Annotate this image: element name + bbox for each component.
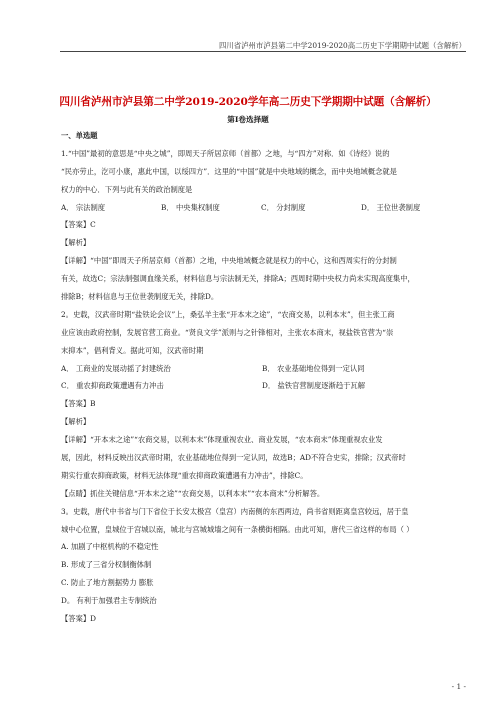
document-body [61,127,469,628]
document-title: 四川省泸州市泸县第二中学2019-2020学年高二历史下学期期中试题（含解析） [59,96,437,108]
q2-answer: 【答案】B [61,399,96,409]
q2-detail-line: 【详解】“开本末之途”“农商交易，以利本末”体现重视农业、商业发展，“农本商末”体现重视农业发 [61,435,383,445]
q2-detail-line: 展，因此，材料反映出汉武帝时期，农业基础地位得到一定认同，故选B；AD不符合史实，排除；汉武帝时 [61,453,406,463]
q1-stem-line: 1.“中国”最初的意思是“中央之城”，即周天子所居京师（首都）之地，与“四方”对称．如《诗经》说的 [61,148,390,158]
running-header: 四川省泸州市泸县第二中学2019-2020高二历史下学期期中试题（含解析） [218,41,466,50]
q2-options-row [61,360,469,378]
q2-stem-line: 末抑本”，倡利背义。据此可知，汉武帝时期 [61,345,204,355]
page-number: - 1 - [451,682,466,691]
q1-option-c: C． 分封制度 [261,202,306,212]
q3-answer: 【答案】D [61,614,97,624]
q1-detail-line: 有关，故选C；宗法制强调血缘关系，材料信息与宗法制无关，排除A；西周时期中央权力尚未实现高度集中， [61,274,415,284]
volume-title: 第Ⅰ卷选择题 [227,115,269,124]
q2-option-a: A． 工商业的发展动摇了封建统治 [61,363,171,373]
q1-detail-line: 排除B；材料信息与王位世袭制度无关，排除D。 [61,292,219,302]
q1-answer: 【答案】C [61,220,96,230]
q1-option-d: D． 王位世袭制度 [361,202,421,212]
q1-detail-line: 【详解】“中国”即周天子所居京师（首都）之地，中央地域概念就是权力的中心，这和西周实行的分封制 [61,256,397,266]
q3-option-a: A. 加剧了中枢机构的不稳定性 [61,542,159,552]
header-rule [60,51,466,52]
section-heading: 一、单选题 [61,131,98,140]
q2-option-d: D． 盐铁官营制度逐渐趋于瓦解 [262,381,366,391]
q1-stem-line: 权力的中心．下列与此有关的政治制度是 [61,184,193,194]
q1-analysis-label: 【解析】 [61,238,91,248]
q1-option-b: B． 中央集权制度 [161,202,220,212]
q3-option-b: B. 形成了三省分权制衡体制 [61,560,152,570]
q2-option-c: C． 重农抑商政策遭遇有力冲击 [61,381,164,391]
q1-stem-line: “民亦劳止，汔可小康，惠此中国，以绥四方”．这里的“中国”就是中央地域的概念，而中央地域概念就是 [61,166,397,176]
q2-tip: 【点睛】抓住关键信息“开本末之途”“农商交易，以利本末”“农本商末”分析解答。 [61,488,325,498]
q1-option-a: A． 宗法制度 [61,202,106,212]
q2-stem-line: 业应该由政府控制，发展官营工商业。“贤良文学”派则与之针锋相对，主张农本商末，视盐铁官营为“崇 [61,327,394,337]
q2-analysis-label: 【解析】 [61,417,91,427]
q3-option-d: D。 有利于加强君主专制统治 [61,596,157,606]
q2-option-b: B． 农业基础地位得到一定认同 [262,363,365,373]
q3-stem-line: 3。史载，唐代中书省与门下省位于长安太极宫（皇宫）内南侧的东西两边，尚书省则距离皇宫较远，居于皇 [61,506,409,516]
q2-options-row [61,377,469,395]
q2-detail-line: 期实行重农抑商政策，材料无法体现“重农抑商政策遭遇有力冲击”，排除C。 [61,470,308,480]
q2-stem-line: 2。史载，汉武帝时期“盐铁论会议”上，桑弘羊主张“开本末之途”，“农商交易，以利本末”，但主张工商 [61,309,395,319]
q3-option-c: C. 防止了地方割据势力 膨胀 [61,578,154,588]
q3-stem-line: 城中心位置，皇城位于宫城以南，城北与宫城城墙之间有一条横街相隔。由此可知，唐代三省这样的布局（ ） [61,524,414,534]
q1-options [61,199,469,217]
